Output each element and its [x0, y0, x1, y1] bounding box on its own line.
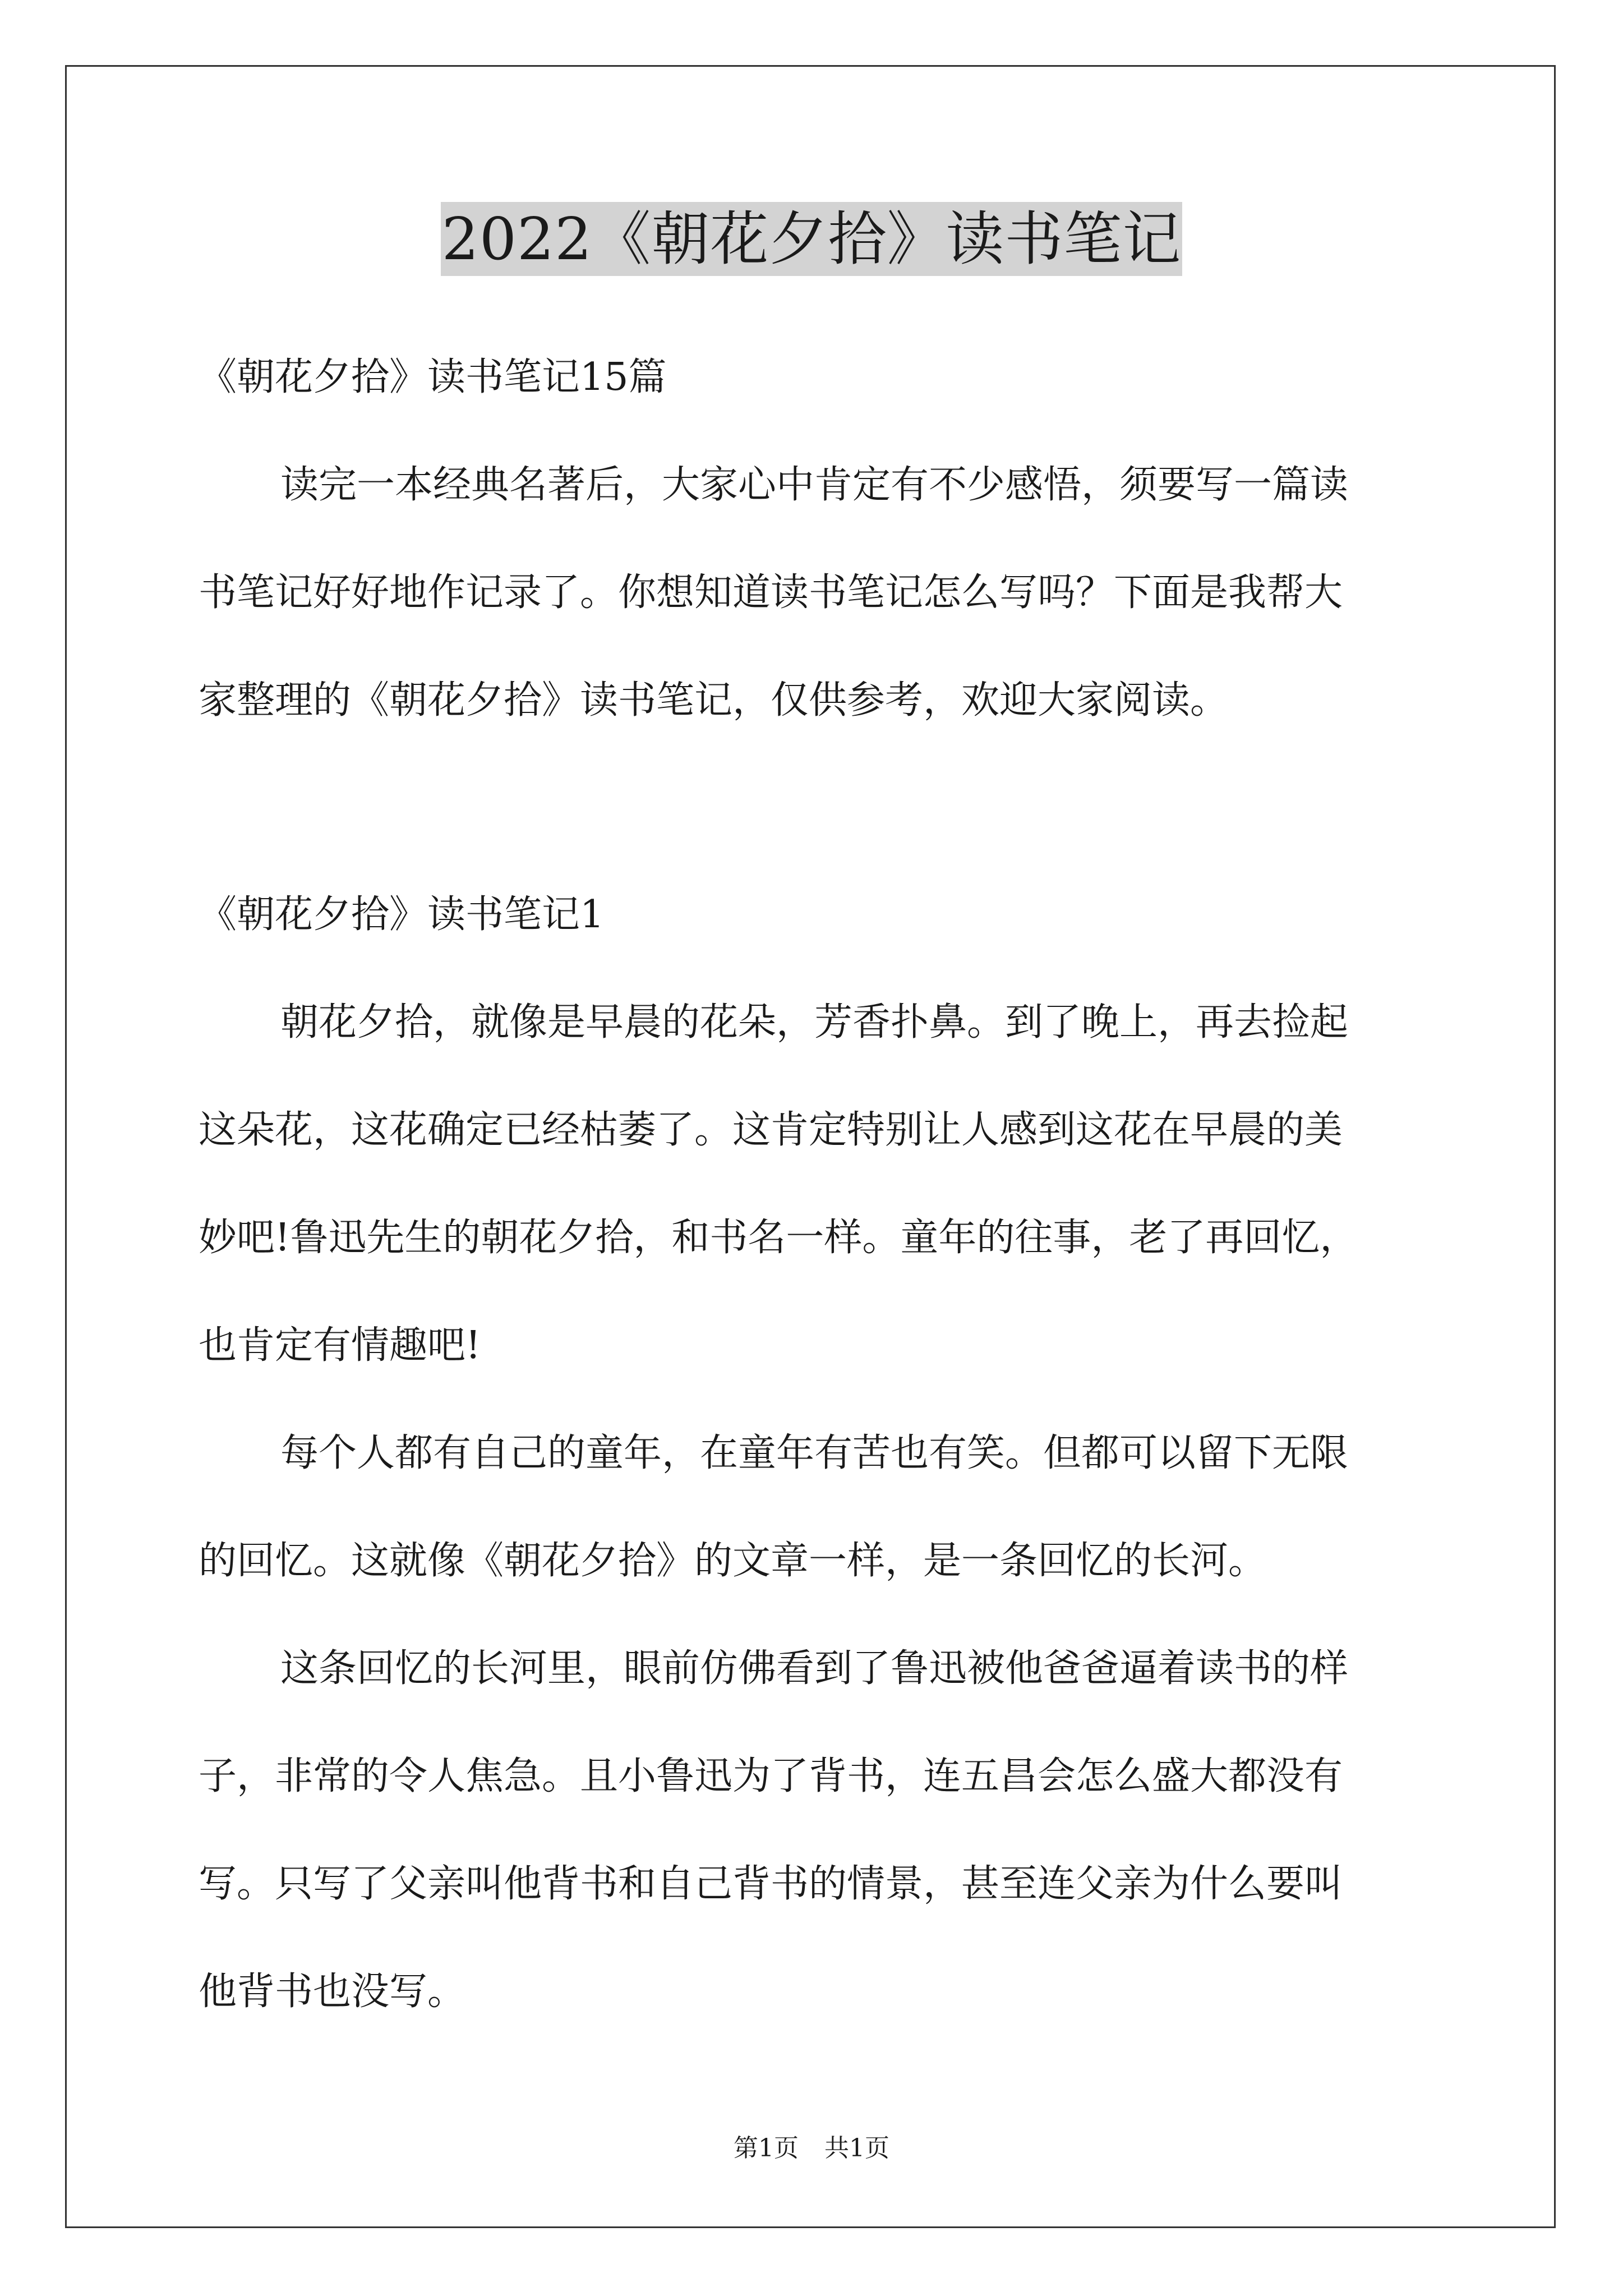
para2-line-2: 的回忆。这就像《朝花夕拾》的文章一样，是一条回忆的长河。: [199, 1539, 1267, 1583]
intro-line-2: 书笔记好好地作记录了。你想知道读书笔记怎么写吗？下面是我帮大: [199, 570, 1343, 615]
para1-line-3: 妙吧!鲁迅先生的朝花夕拾，和书名一样。童年的往事，老了再回忆，: [199, 1216, 1358, 1260]
para3-line-1: 这条回忆的长河里，眼前仿佛看到了鲁迅被他爸爸逼着读书的样: [280, 1646, 1349, 1691]
para3-line-3: 写。只写了父亲叫他背书和自己背书的情景，甚至连父亲为什么要叫: [199, 1862, 1343, 1906]
para1-line-1: 朝花夕拾，就像是早晨的花朵，芳香扑鼻。到了晚上，再去捡起: [280, 1000, 1349, 1045]
para3-line-2: 子，非常的令人焦急。且小鲁迅为了背书，连五昌会怎么盛大都没有: [199, 1754, 1343, 1798]
page-total: 共1页: [824, 2134, 889, 2162]
para2-line-1: 每个人都有自己的童年，在童年有苦也有笑。但都可以留下无限: [280, 1431, 1349, 1475]
intro-line-1: 读完一本经典名著后，大家心中肯定有不少感悟，须要写一篇读: [280, 463, 1349, 507]
subtitle: 《朝花夕拾》读书笔记15篇: [199, 355, 667, 399]
para1-line-2: 这朵花，这花确定已经枯萎了。这肯定特别让人感到这花在早晨的美: [199, 1108, 1343, 1152]
page-number: 第1页: [734, 2134, 799, 2162]
section-heading: 《朝花夕拾》读书笔记1: [199, 892, 605, 937]
title-container: [0, 202, 1623, 276]
para3-line-4: 他背书也没写。: [199, 1970, 466, 2014]
document-title: 2022《朝花夕拾》读书笔记: [441, 202, 1183, 276]
page-footer: [0, 2132, 1623, 2165]
para1-line-4: 也肯定有情趣吧!: [199, 1323, 481, 1368]
intro-line-3: 家整理的《朝花夕拾》读书笔记，仅供参考，欢迎大家阅读。: [199, 678, 1229, 723]
